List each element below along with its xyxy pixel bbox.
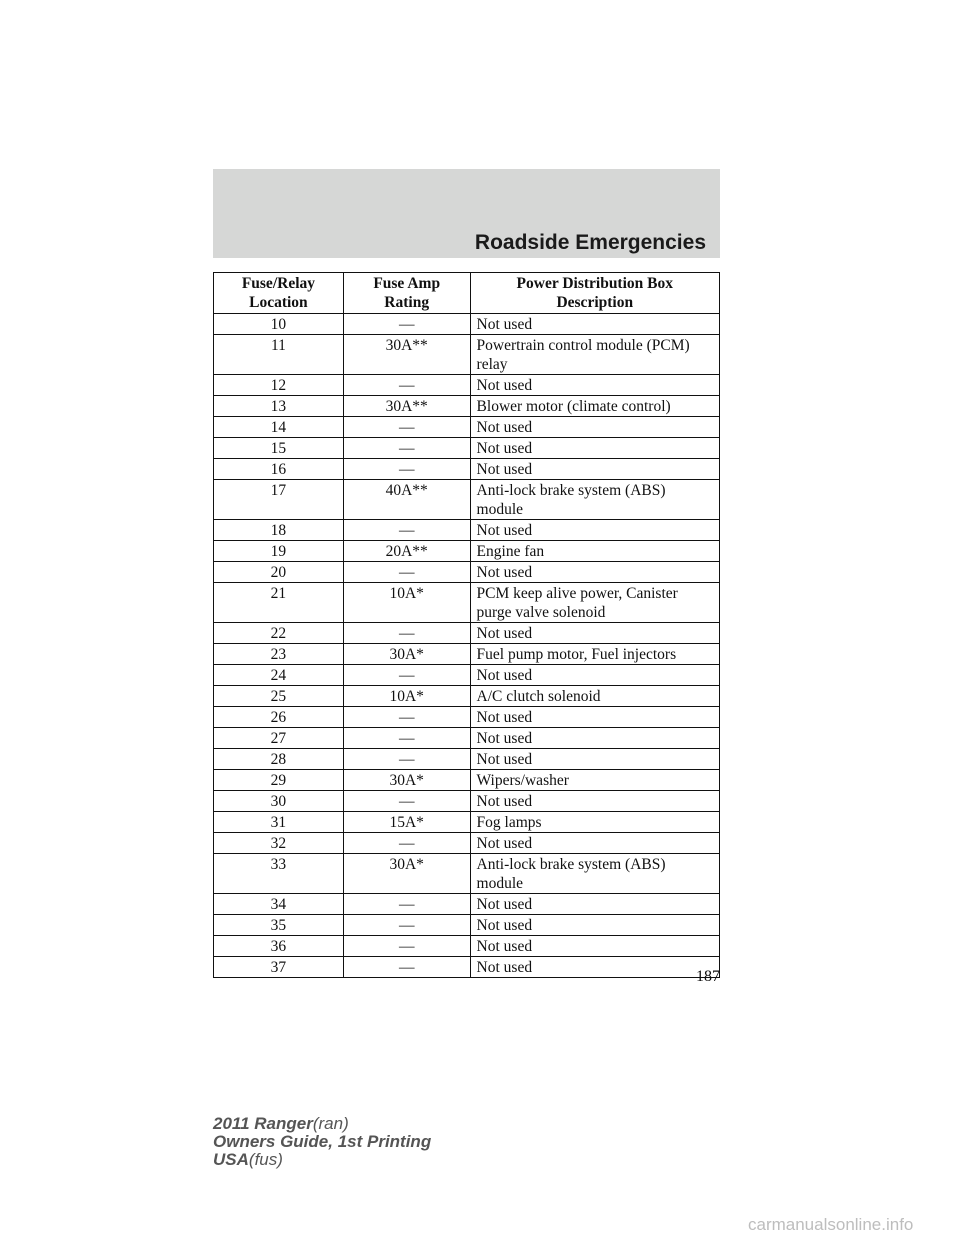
cell-loc: 19 <box>214 541 344 562</box>
cell-loc: 30 <box>214 791 344 812</box>
cell-amp: — <box>343 520 470 541</box>
cell-amp: — <box>343 665 470 686</box>
cell-desc: Not used <box>470 915 719 936</box>
cell-loc: 34 <box>214 894 344 915</box>
cell-desc: Not used <box>470 833 719 854</box>
cell-amp: — <box>343 915 470 936</box>
cell-desc: Anti-lock brake system (ABS) module <box>470 854 719 894</box>
footer-guide: Owners Guide, 1st Printing <box>213 1132 432 1151</box>
cell-loc: 17 <box>214 480 344 520</box>
cell-loc: 21 <box>214 583 344 623</box>
page-number: 187 <box>696 968 720 985</box>
cell-loc: 23 <box>214 644 344 665</box>
header-location: Fuse/Relay Location <box>214 273 344 314</box>
table-row <box>214 314 720 335</box>
table-row <box>214 791 720 812</box>
table-row <box>214 375 720 396</box>
table-row <box>214 665 720 686</box>
cell-amp: 20A** <box>343 541 470 562</box>
cell-loc: 15 <box>214 438 344 459</box>
table-row <box>214 915 720 936</box>
header-amp-rating: Fuse Amp Rating <box>343 273 470 314</box>
cell-loc: 10 <box>214 314 344 335</box>
table-row <box>214 520 720 541</box>
cell-desc: Not used <box>470 314 719 335</box>
table-row <box>214 686 720 707</box>
cell-amp: — <box>343 894 470 915</box>
cell-loc: 22 <box>214 623 344 644</box>
section-header <box>213 169 720 258</box>
table-body <box>214 314 720 978</box>
cell-desc: Engine fan <box>470 541 719 562</box>
table-row <box>214 770 720 791</box>
table-row <box>214 583 720 623</box>
section-title: Roadside Emergencies <box>474 231 706 254</box>
cell-desc: Powertrain control module (PCM) relay <box>470 335 719 375</box>
cell-loc: 29 <box>214 770 344 791</box>
cell-loc: 13 <box>214 396 344 417</box>
table-row <box>214 459 720 480</box>
cell-amp: 15A* <box>343 812 470 833</box>
header-description: Power Distribution Box Description <box>470 273 719 314</box>
cell-desc: Not used <box>470 417 719 438</box>
cell-amp: — <box>343 375 470 396</box>
table-row <box>214 644 720 665</box>
cell-amp: 30A* <box>343 770 470 791</box>
table-row <box>214 438 720 459</box>
cell-loc: 14 <box>214 417 344 438</box>
cell-amp: 30A* <box>343 854 470 894</box>
cell-loc: 27 <box>214 728 344 749</box>
table-header-row <box>214 273 720 314</box>
cell-amp: — <box>343 749 470 770</box>
cell-desc: Anti-lock brake system (ABS) module <box>470 480 719 520</box>
cell-amp: — <box>343 791 470 812</box>
cell-amp: — <box>343 728 470 749</box>
cell-desc: Not used <box>470 791 719 812</box>
table-row <box>214 480 720 520</box>
cell-desc: PCM keep alive power, Canister purge valve solenoid <box>470 583 719 623</box>
footer-model: 2011 Ranger <box>213 1114 313 1133</box>
cell-loc: 24 <box>214 665 344 686</box>
cell-desc: Not used <box>470 749 719 770</box>
cell-amp: — <box>343 957 470 978</box>
cell-amp: — <box>343 833 470 854</box>
cell-desc: Not used <box>470 894 719 915</box>
cell-amp: — <box>343 623 470 644</box>
table-row <box>214 417 720 438</box>
watermark: carmanualsonline.info <box>748 1215 914 1234</box>
cell-loc: 36 <box>214 936 344 957</box>
cell-desc: Not used <box>470 562 719 583</box>
fuse-table <box>213 272 720 978</box>
table-row <box>214 749 720 770</box>
cell-desc: Not used <box>470 438 719 459</box>
cell-amp: — <box>343 562 470 583</box>
footer-region: USA <box>213 1150 249 1169</box>
cell-amp: 30A* <box>343 644 470 665</box>
table-row <box>214 894 720 915</box>
cell-amp: — <box>343 936 470 957</box>
cell-loc: 28 <box>214 749 344 770</box>
cell-amp: — <box>343 438 470 459</box>
cell-loc: 26 <box>214 707 344 728</box>
cell-amp: — <box>343 314 470 335</box>
table-row <box>214 707 720 728</box>
cell-desc: Not used <box>470 957 719 978</box>
cell-loc: 37 <box>214 957 344 978</box>
cell-loc: 25 <box>214 686 344 707</box>
cell-desc: Fog lamps <box>470 812 719 833</box>
cell-desc: Not used <box>470 459 719 480</box>
cell-desc: Not used <box>470 623 719 644</box>
cell-amp: — <box>343 707 470 728</box>
cell-amp: 10A* <box>343 686 470 707</box>
cell-desc: Not used <box>470 665 719 686</box>
cell-loc: 11 <box>214 335 344 375</box>
footer-model-code: (ran) <box>312 1114 349 1133</box>
cell-loc: 12 <box>214 375 344 396</box>
cell-amp: — <box>343 417 470 438</box>
cell-amp: 30A** <box>343 396 470 417</box>
cell-loc: 16 <box>214 459 344 480</box>
cell-loc: 35 <box>214 915 344 936</box>
table-row <box>214 562 720 583</box>
cell-desc: Not used <box>470 728 719 749</box>
cell-loc: 20 <box>214 562 344 583</box>
cell-desc: Not used <box>470 375 719 396</box>
footer-region-code: (fus) <box>248 1150 283 1169</box>
cell-desc: Blower motor (climate control) <box>470 396 719 417</box>
cell-amp: 10A* <box>343 583 470 623</box>
cell-loc: 18 <box>214 520 344 541</box>
table-row <box>214 541 720 562</box>
cell-amp: 30A** <box>343 335 470 375</box>
cell-amp: — <box>343 459 470 480</box>
cell-desc: A/C clutch solenoid <box>470 686 719 707</box>
cell-desc: Wipers/washer <box>470 770 719 791</box>
cell-loc: 32 <box>214 833 344 854</box>
table-row <box>214 833 720 854</box>
table-row <box>214 957 720 978</box>
cell-loc: 31 <box>214 812 344 833</box>
table-row <box>214 854 720 894</box>
cell-desc: Not used <box>470 936 719 957</box>
cell-loc: 33 <box>214 854 344 894</box>
cell-amp: 40A** <box>343 480 470 520</box>
cell-desc: Not used <box>470 520 719 541</box>
table-row <box>214 335 720 375</box>
table-row <box>214 936 720 957</box>
cell-desc: Fuel pump motor, Fuel injectors <box>470 644 719 665</box>
footer <box>213 1115 431 1169</box>
table-row <box>214 623 720 644</box>
table-row <box>214 728 720 749</box>
table-row <box>214 812 720 833</box>
table-row <box>214 396 720 417</box>
cell-desc: Not used <box>470 707 719 728</box>
